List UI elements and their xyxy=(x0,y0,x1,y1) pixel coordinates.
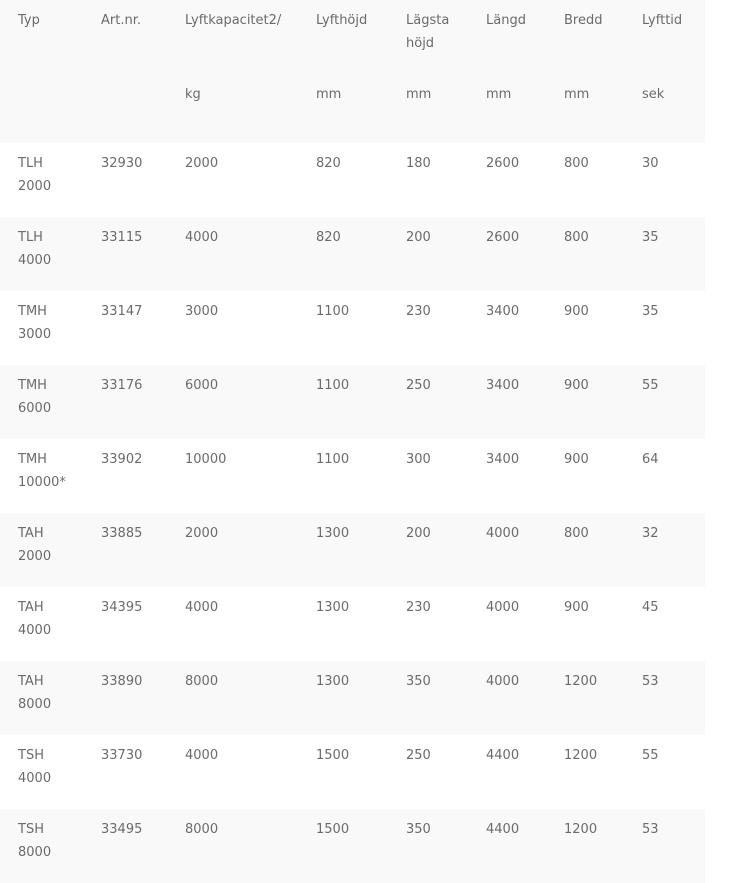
table-cell: 200 xyxy=(406,230,431,245)
table-cell: TAH 2000 xyxy=(18,526,52,564)
table-cell: TMH 3000 xyxy=(18,304,52,342)
table-cell: 2600 xyxy=(486,156,520,171)
table-cell: 820 xyxy=(316,230,341,245)
table-cell: 1200 xyxy=(564,822,598,837)
table-cell: 55 xyxy=(642,748,659,763)
table-cell: 1100 xyxy=(316,452,350,467)
table-body xyxy=(0,143,705,883)
table-row xyxy=(0,143,705,217)
table-cell: 3400 xyxy=(486,304,520,319)
table-row xyxy=(0,809,705,883)
table-cell: 4000 xyxy=(486,600,520,615)
table-cell: 300 xyxy=(406,452,431,467)
table-cell: 4000 xyxy=(486,526,520,541)
table-cell: TLH 2000 xyxy=(18,156,52,194)
unit-langd: mm xyxy=(486,87,512,102)
table-cell: 8000 xyxy=(185,674,219,689)
header-lagsta-hojd: Lägsta höjd xyxy=(406,13,450,51)
table-cell: TSH 8000 xyxy=(18,822,52,860)
table-cell: 4400 xyxy=(486,748,520,763)
table-row xyxy=(0,513,705,587)
table-cell: 35 xyxy=(642,230,659,245)
table-cell: 250 xyxy=(406,748,431,763)
table-cell: 350 xyxy=(406,822,431,837)
table-cell: 1200 xyxy=(564,748,598,763)
header-langd: Längd xyxy=(486,13,526,28)
table-header xyxy=(0,0,705,143)
table-row xyxy=(0,661,705,735)
table-cell: 53 xyxy=(642,674,659,689)
table-cell: 1300 xyxy=(316,674,350,689)
table-cell: 4400 xyxy=(486,822,520,837)
header-lyftkapacitet: Lyftkapacitet2/ xyxy=(185,13,282,28)
header-bredd: Bredd xyxy=(564,13,603,28)
table-cell: 2000 xyxy=(185,156,219,171)
unit-lyfthojd: mm xyxy=(316,87,342,102)
table-cell: 3400 xyxy=(486,452,520,467)
table-cell: 34395 xyxy=(101,600,143,615)
table-cell: 33495 xyxy=(101,822,143,837)
unit-lyfttid: sek xyxy=(642,87,665,102)
table-cell: 2000 xyxy=(185,526,219,541)
table-cell: TMH 10000* xyxy=(18,452,66,490)
table-cell: TSH 4000 xyxy=(18,748,52,786)
table-cell: 4000 xyxy=(185,748,219,763)
table-cell: 1500 xyxy=(316,822,350,837)
table-cell: 900 xyxy=(564,304,589,319)
table-cell: 350 xyxy=(406,674,431,689)
table-cell: 4000 xyxy=(486,674,520,689)
table-cell: 1100 xyxy=(316,304,350,319)
table-cell: 230 xyxy=(406,304,431,319)
table-cell: 900 xyxy=(564,600,589,615)
table-cell: 200 xyxy=(406,526,431,541)
table-cell: 6000 xyxy=(185,378,219,393)
table-row xyxy=(0,587,705,661)
table-cell: TAH 8000 xyxy=(18,674,52,712)
table-cell: 10000 xyxy=(185,452,227,467)
table-row xyxy=(0,291,705,365)
table-cell: 33176 xyxy=(101,378,143,393)
table-cell: 32930 xyxy=(101,156,143,171)
table-cell: 3000 xyxy=(185,304,219,319)
table-cell: 800 xyxy=(564,156,589,171)
table-row xyxy=(0,439,705,513)
table-cell: 35 xyxy=(642,304,659,319)
table-cell: 32 xyxy=(642,526,659,541)
table-cell: TAH 4000 xyxy=(18,600,52,638)
table-cell: 4000 xyxy=(185,600,219,615)
header-lyfttid: Lyfttid xyxy=(642,13,683,28)
table-cell: 900 xyxy=(564,378,589,393)
table-cell: 45 xyxy=(642,600,659,615)
table-row xyxy=(0,735,705,809)
table-cell: 800 xyxy=(564,526,589,541)
table-row xyxy=(0,217,705,291)
table-cell: 2600 xyxy=(486,230,520,245)
table-cell: 55 xyxy=(642,378,659,393)
table-row xyxy=(0,365,705,439)
table-cell: 33890 xyxy=(101,674,143,689)
table-cell: 1300 xyxy=(316,600,350,615)
table-cell: 1300 xyxy=(316,526,350,541)
header-typ: Typ xyxy=(18,13,40,28)
table-cell: 1200 xyxy=(564,674,598,689)
table-cell: 33115 xyxy=(101,230,143,245)
table-cell: 1100 xyxy=(316,378,350,393)
table-cell: 3400 xyxy=(486,378,520,393)
table-cell: TLH 4000 xyxy=(18,230,52,268)
table-cell: TMH 6000 xyxy=(18,378,52,416)
table-cell: 820 xyxy=(316,156,341,171)
table-cell: 230 xyxy=(406,600,431,615)
table-cell: 4000 xyxy=(185,230,219,245)
table-cell: 180 xyxy=(406,156,431,171)
table-cell: 33730 xyxy=(101,748,143,763)
unit-kg: kg xyxy=(185,87,201,102)
unit-lagsta-hojd: mm xyxy=(406,87,432,102)
table-cell: 1500 xyxy=(316,748,350,763)
header-art-nr: Art.nr. xyxy=(101,13,141,28)
table-cell: 250 xyxy=(406,378,431,393)
table-cell: 30 xyxy=(642,156,659,171)
table-cell: 33147 xyxy=(101,304,143,319)
table-cell: 53 xyxy=(642,822,659,837)
table-cell: 8000 xyxy=(185,822,219,837)
table-cell: 800 xyxy=(564,230,589,245)
table-cell: 33885 xyxy=(101,526,143,541)
table-cell: 900 xyxy=(564,452,589,467)
table-cell: 64 xyxy=(642,452,659,467)
unit-bredd: mm xyxy=(564,87,590,102)
header-lyfthojd: Lyfthöjd xyxy=(316,13,368,28)
table-cell: 33902 xyxy=(101,452,143,467)
